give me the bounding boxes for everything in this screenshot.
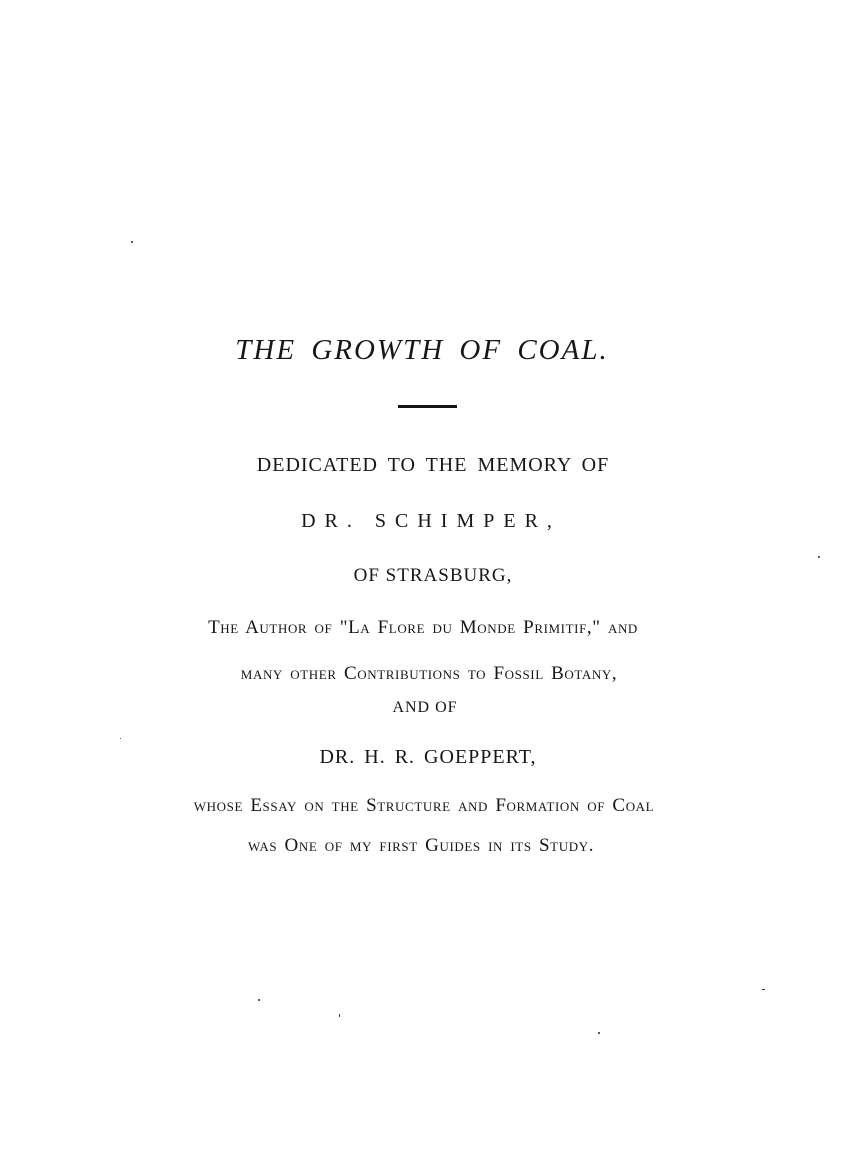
dedication-line-5: many other Contributions to Fossil Botany, [240, 663, 618, 684]
scan-speck [762, 989, 765, 990]
page-title: THE GROWTH OF COAL. [235, 334, 609, 366]
dedication-line-1: DEDICATED TO THE MEMORY OF [256, 454, 610, 476]
scan-speck [120, 738, 121, 739]
dedication-line-4: The Author of "La Flore du Monde Primitif," and [208, 617, 638, 638]
dedication-line-7: DR. H. R. GOEPPERT, [319, 746, 537, 768]
dedication-line-6: AND OF [392, 699, 458, 716]
dedication-line-8: whose Essay on the Structure and Formation of Coal [193, 795, 655, 816]
scan-speck [598, 1032, 600, 1034]
title-rule-divider [398, 405, 457, 408]
scan-speck [339, 1014, 340, 1017]
scan-speck [818, 556, 820, 558]
scan-speck [258, 999, 260, 1001]
dedication-line-2: DR. SCHIMPER, [301, 510, 561, 532]
dedication-line-9: was One of my first Guides in its Study. [247, 835, 595, 856]
dedication-line-3: OF STRASBURG, [353, 565, 513, 586]
scan-speck [131, 241, 133, 243]
